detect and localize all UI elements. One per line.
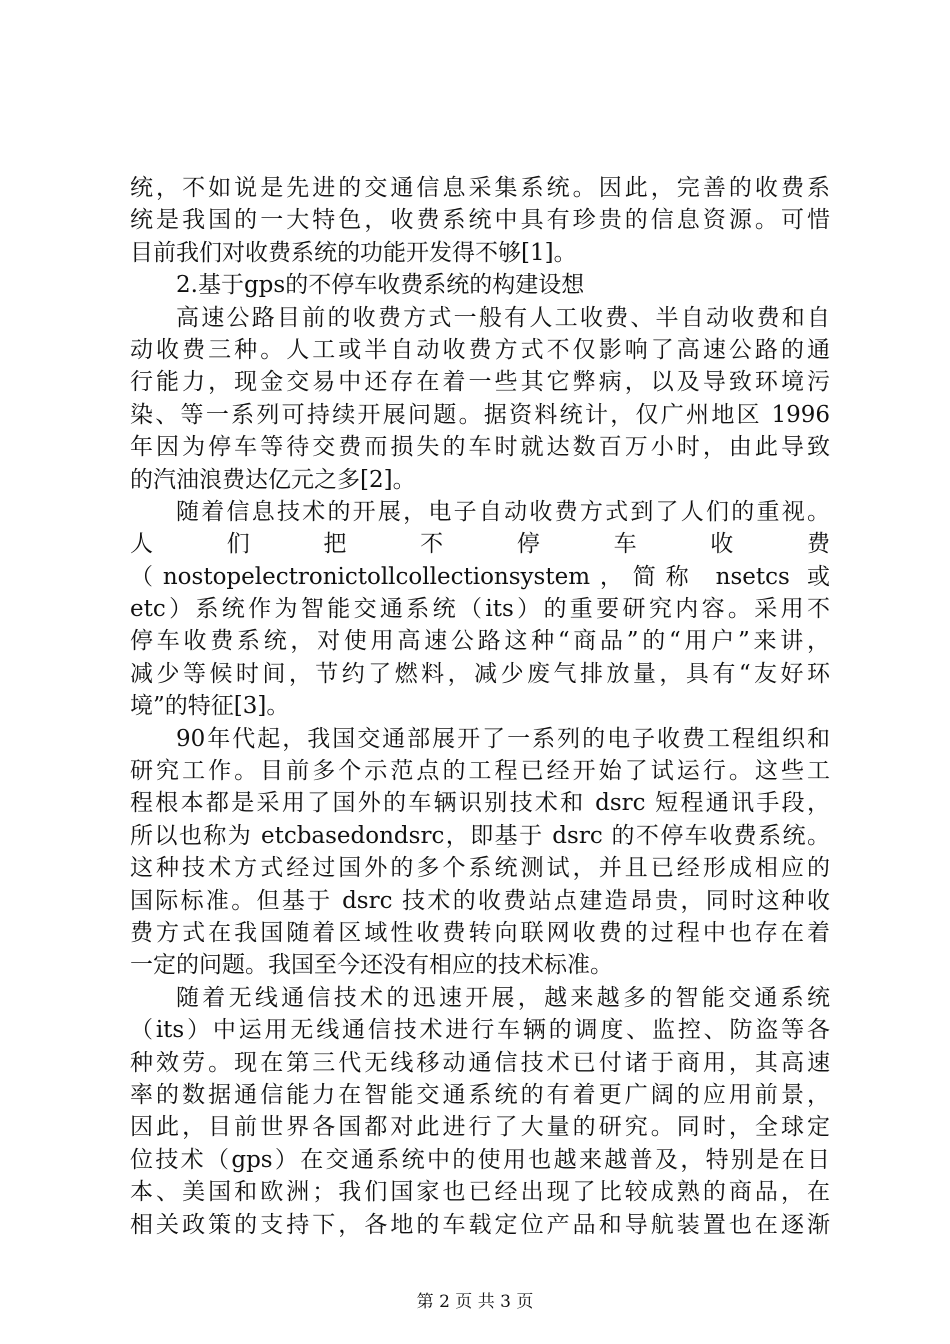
text-line: 随着无线通信技术的迅速开展，越来越多的智能交通系统 bbox=[176, 984, 830, 1011]
text-line: 所以也称为 etcbasedondsrc，即基于 dsrc 的不停车收费系统。 bbox=[130, 822, 830, 849]
text-line: 人们把不停车收费 bbox=[130, 531, 830, 558]
page-footer: 第 2 页 共 3 页 bbox=[416, 1292, 534, 1312]
text-line: 动收费三种。人工或半自动收费方式不仅影响了高速公路的通 bbox=[130, 336, 830, 363]
text-line: 目前我们对收费系统的功能开发得不够[1]。 bbox=[130, 239, 577, 266]
text-line: 年因为停车等待交费而损失的车时就达数百万小时，由此导致 bbox=[130, 434, 830, 461]
text-line: 因此，目前世界各国都对此进行了大量的研究。同时，全球定 bbox=[130, 1114, 830, 1141]
text-line: 一定的问题。我国至今还没有相应的技术标准。 bbox=[130, 952, 613, 979]
text-line: 种效劳。现在第三代无线移动通信技术已付诸于商用，其高速 bbox=[130, 1049, 830, 1076]
text-line: 境”的特征[3]。 bbox=[130, 693, 290, 720]
text-line: 统是我国的一大特色，收费系统中具有珍贵的信息资源。可惜 bbox=[130, 207, 830, 234]
text-line: 统，不如说是先进的交通信息采集系统。因此，完善的收费系 bbox=[130, 175, 830, 201]
text-line: 率的数据通信能力在智能交通系统的有着更广阔的应用前景， bbox=[130, 1081, 830, 1108]
text-line: （its）中运用无线通信技术进行车辆的调度、监控、防盗等各 bbox=[130, 1017, 830, 1044]
text-line: 国际标准。但基于 dsrc 技术的收费站点建造昂贵，同时这种收 bbox=[130, 887, 830, 914]
text-line: 这种技术方式经过国外的多个系统测试，并且已经形成相应的 bbox=[130, 855, 830, 882]
document-body bbox=[130, 172, 830, 1241]
text-line: 程根本都是采用了国外的车辆识别技术和 dsrc 短程通讯手段， bbox=[130, 790, 830, 817]
text-line: 本、美国和欧洲；我们国家也已经出现了比较成熟的商品，在 bbox=[130, 1179, 830, 1206]
text-line: 高速公路目前的收费方式一般有人工收费、半自动收费和自 bbox=[176, 304, 830, 331]
text-line: 相关政策的支持下，各地的车载定位产品和导航装置也在逐渐 bbox=[130, 1211, 830, 1238]
text-line: 减少等候时间，节约了燃料，减少废气排放量，具有“友好环 bbox=[130, 660, 830, 687]
text-line: etc）系统作为智能交通系统（its）的重要研究内容。采用不 bbox=[130, 596, 830, 623]
text-line: 90年代起，我国交通部展开了一系列的电子收费工程组织和 bbox=[176, 725, 830, 752]
text-line: 2.基于gps的不停车收费系统的构建设想 bbox=[176, 272, 585, 299]
text-line: 染、等一系列可持续开展问题。据资料统计，仅广州地区 1996 bbox=[130, 401, 830, 428]
text-line: 停车收费系统，对使用高速公路这种“商品”的“用户”来讲， bbox=[130, 628, 830, 655]
text-line: 行能力，现金交易中还存在着一些其它弊病，以及导致环境污 bbox=[130, 369, 830, 396]
text-line: （nostopelectronictollcollectionsystem，简称 nsetcs 或 bbox=[130, 563, 830, 590]
text-line: 位技术（gps）在交通系统中的使用也越来越普及，特别是在日 bbox=[130, 1146, 830, 1173]
text-line: 研究工作。目前多个示范点的工程已经开始了试运行。这些工 bbox=[130, 758, 830, 785]
text-line: 费方式在我国随着区域性收费转向联网收费的过程中也存在着 bbox=[130, 919, 830, 946]
text-line: 的汽油浪费达亿元之多[2]。 bbox=[130, 466, 416, 493]
text-line: 随着信息技术的开展，电子自动收费方式到了人们的重视。 bbox=[176, 498, 830, 525]
